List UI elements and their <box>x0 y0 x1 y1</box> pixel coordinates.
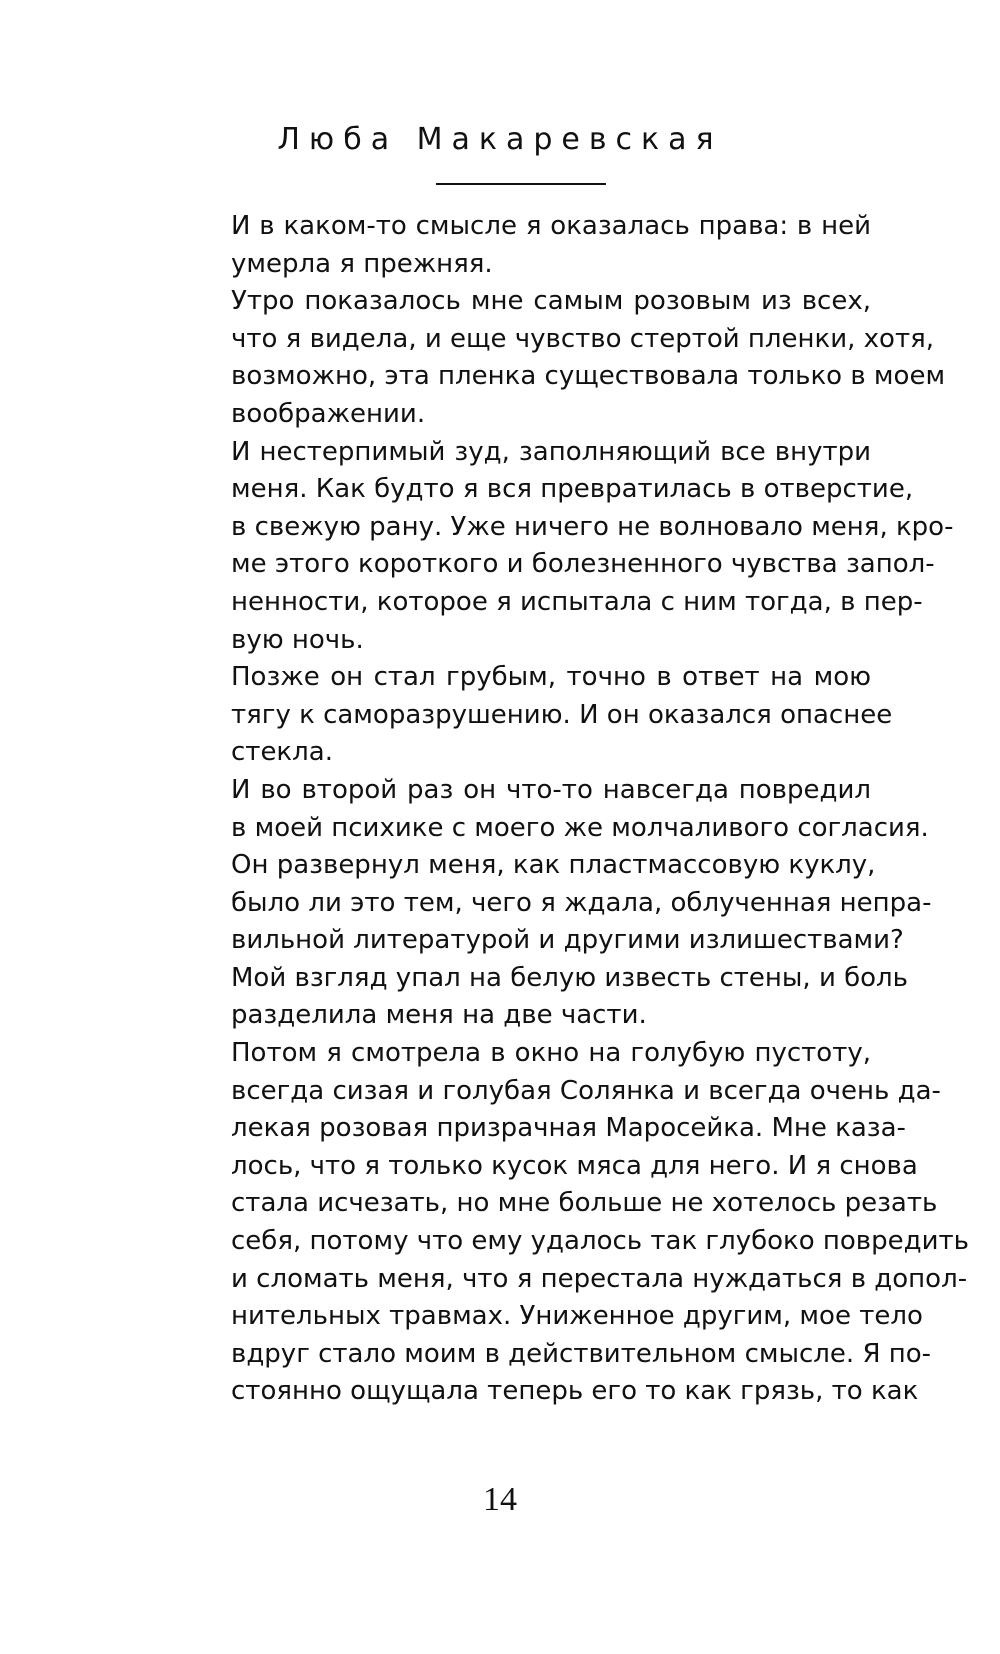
text-line: лекая розовая призрачная Маросейка. Мне каза- <box>231 1113 906 1144</box>
text-line: в моей психике с моего же молчаливого согласия. <box>231 812 929 843</box>
page-body-text <box>191 208 969 1411</box>
text-line: И в каком-то смысле я оказалась права: в ней <box>231 211 871 241</box>
text-line: тягу к саморазрушению. И он оказался опаснее <box>231 699 893 730</box>
paragraph <box>191 434 954 660</box>
text-line: ме этого короткого и болезненного чувства запол- <box>231 549 935 580</box>
text-line: меня. Как будто я вся превратилась в отверстие, <box>231 474 914 505</box>
text-line: умерла я прежняя. <box>231 248 493 279</box>
running-header-author: Люба Макаревская <box>277 122 723 157</box>
text-line: вильной литературой и другими излишествами? <box>231 925 904 956</box>
text-line: вдруг стало моим в действительном смысле. Я по- <box>231 1338 932 1369</box>
paragraph <box>191 1035 969 1411</box>
text-line: что я видела, и еще чувство стертой пленки, хотя, <box>231 323 935 354</box>
text-line: вую ночь. <box>231 624 364 655</box>
text-line: разделила меня на две части. <box>231 1000 647 1031</box>
text-line: себя, потому что ему удалось так глубоко повредить <box>231 1226 969 1257</box>
page-number: 14 <box>483 1481 517 1518</box>
text-line: воображении. <box>231 398 426 429</box>
text-line: и сломать меня, что я перестала нуждаться в допол- <box>231 1263 968 1294</box>
text-line: Потом я смотрела в окно на голубую пустоту, <box>231 1038 871 1069</box>
text-line: в свежую рану. Уже ничего не волновало меня, кро- <box>231 511 954 542</box>
paragraph <box>191 772 929 847</box>
paragraph <box>191 208 871 283</box>
text-line: нительных травмах. Униженное другим, мое тело <box>231 1301 923 1332</box>
text-line: стоянно ощущала теперь его то как грязь, то как <box>231 1376 919 1407</box>
paragraph <box>191 659 893 772</box>
text-line: И во второй раз он что-то навсегда повредил <box>231 774 871 805</box>
text-line: стекла. <box>231 737 333 768</box>
text-line: Позже он стал грубым, точно в ответ на мою <box>231 662 871 693</box>
text-line: Утро показалось мне самым розовым из всех, <box>231 286 871 317</box>
text-line: всегда сизая и голубая Солянка и всегда очень да- <box>231 1075 941 1106</box>
header-divider <box>436 183 606 185</box>
text-line: И нестерпимый зуд, заполняющий все внутри <box>231 436 871 467</box>
text-line: лось, что я только кусок мяса для него. И я снова <box>231 1150 918 1181</box>
text-line: было ли это тем, чего я ждала, облученная непра- <box>231 887 932 918</box>
text-line: Мой взгляд упал на белую известь стены, и боль <box>231 962 909 993</box>
paragraph <box>191 847 932 1035</box>
text-line: ненности, которое я испытала с ним тогда, в пер- <box>231 586 923 617</box>
text-line: возможно, эта пленка существовала только в моем <box>231 361 946 392</box>
text-line: стала исчезать, но мне больше не хотелось резать <box>231 1188 938 1219</box>
paragraph <box>191 283 946 433</box>
text-line: Он развернул меня, как пластмассовую куклу, <box>231 850 876 881</box>
